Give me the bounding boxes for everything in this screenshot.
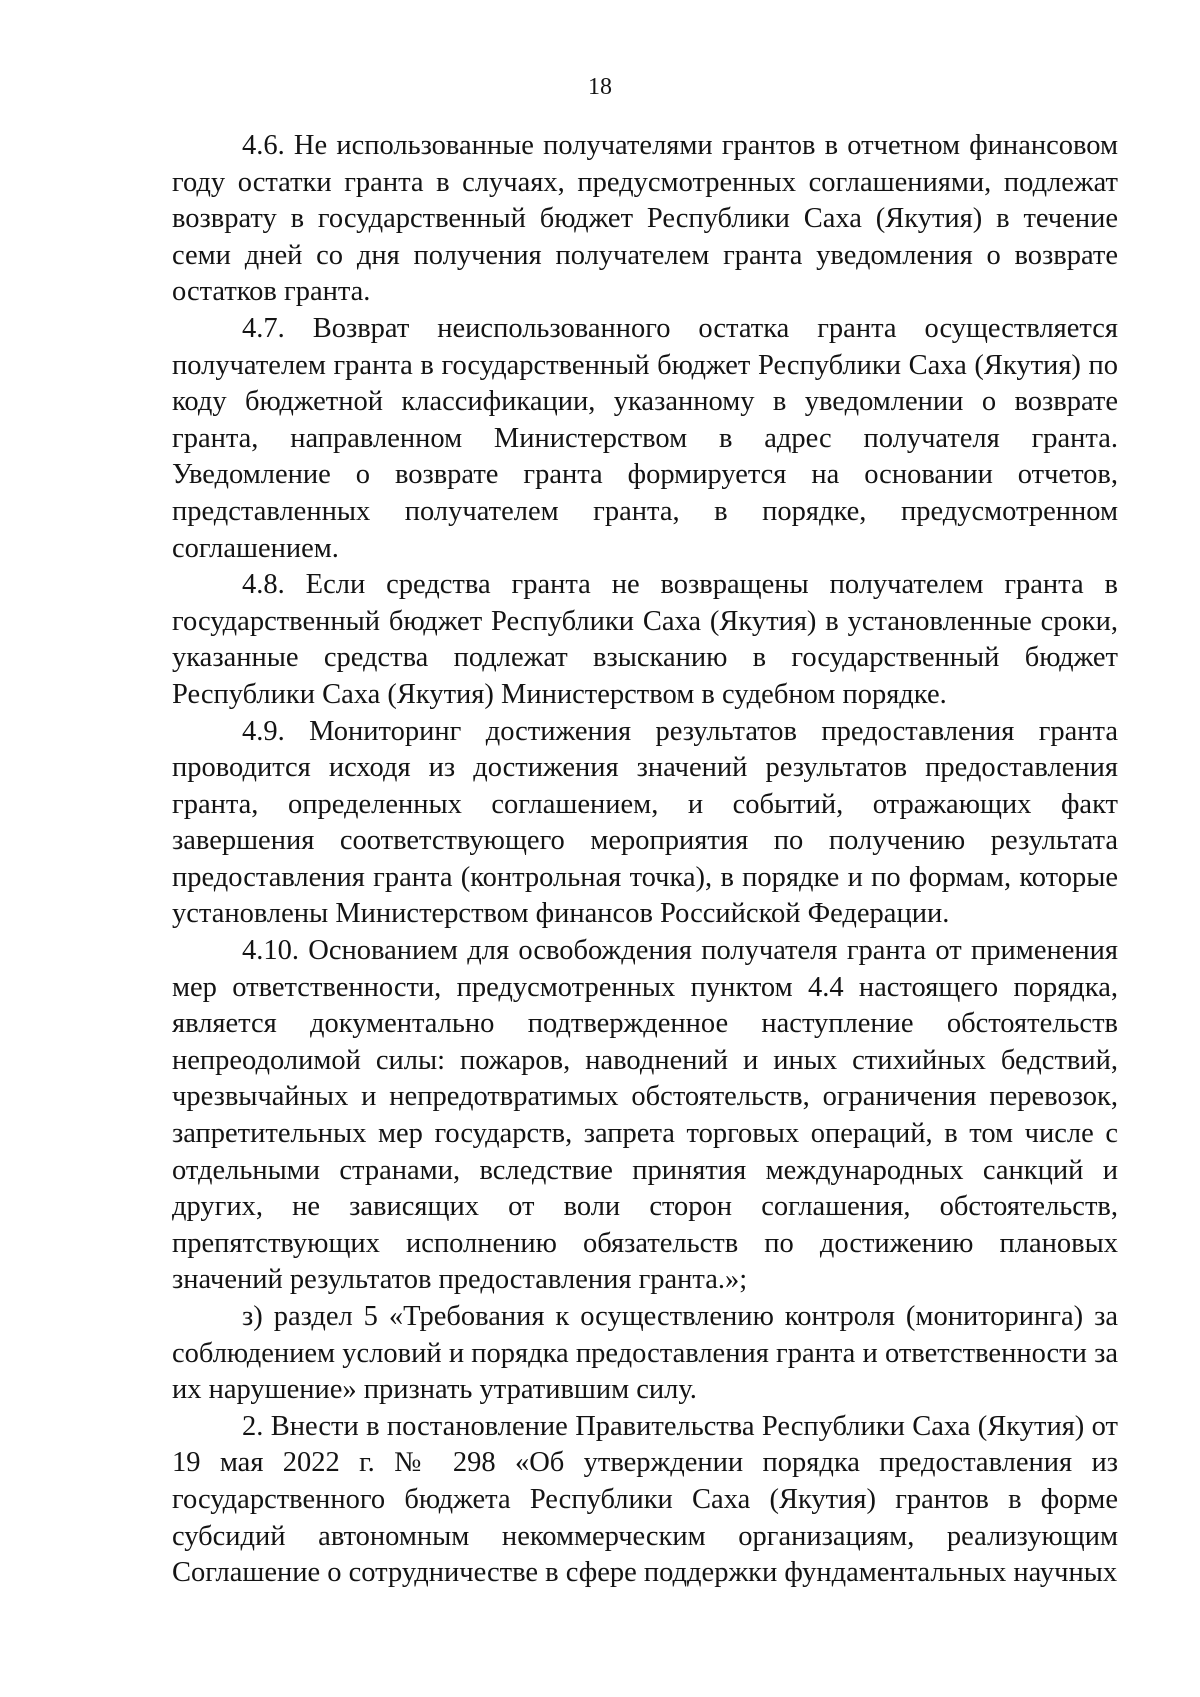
paragraph-item-z: з) раздел 5 «Требования к осуществлению контроля (мониторинга) за соблюдением условий и порядка предоставления гранта и ответственности за их нарушение» признать утратившим силу. [172,1301,1118,1406]
page-number: 18 [588,74,612,100]
paragraph-2: 2. Внести в постановление Правительства Республики Саха (Якутия) от 19 мая 2022 г. № 298 «Об утверждении порядка предоставления из государственного бюджета Республики Саха (Якутия) грантов в форме субсидий автономным некоммерческим организациям, реализующим Соглашение о сотрудничестве в сфере поддержки фундаментальных научных [172,1410,1118,1589]
paragraph-4-10: 4.10. Основанием для освобождения получателя гранта от применения мер ответственности, предусмотренных пунктом 4.4 настоящего порядка, является документально подтвержденное наступление обстоятельств непреодолимой силы: пожаров, наводнений и иных стихийных бедствий, чрезвычайных и непредотвратимых обстоятельств, ограничения перевозок, запретительных мер государств, запрета торговых операций, в том числе с отдельными странами, вследствие принятия международных санкций и других, не зависящих от воли сторон соглашения, обстоятельств, препятствующих исполнению обязательств по достижению плановых значений результатов предоставления гранта.»; [172,935,1118,1296]
paragraph-4-8: 4.8. Если средства гранта не возвращены получателем гранта в государственный бюджет Республики Саха (Якутия) в установленные сроки, указанные средства подлежат взысканию в государственный бюджет Республики Саха (Якутия) Министерством в судебном порядке. [172,569,1118,710]
paragraph-4-9: 4.9. Мониторинг достижения результатов предоставления гранта проводится исходя из достижения значений результатов предоставления гранта, определенных соглашением, и событий, отражающих факт завершения соответствующего мероприятия по получению результата предоставления гранта (контрольная точка), в порядке и по формам, которые установлены Министерством финансов Российской Федерации. [172,715,1118,930]
paragraph-4-7: 4.7. Возврат неиспользованного остатка гранта осуществляется получателем гранта в государственный бюджет Республики Саха (Якутия) по коду бюджетной классификации, указанному в уведомлении о возврате гранта, направленном Министерством в адрес получателя гранта. Уведомление о возврате гранта формируется на основании отчетов, представленных получателем гранта, в порядке, предусмотренном соглашением. [172,312,1118,564]
document-body [172,128,1118,1592]
paragraph-4-6: 4.6. Не использованные получателями грантов в отчетном финансовом году остатки гранта в случаях, предусмотренных соглашениями, подлежат возврату в государственный бюджет Республики Саха (Якутия) в течение семи дней со дня получения получателем гранта уведомления о возврате остатков гранта. [172,130,1118,308]
